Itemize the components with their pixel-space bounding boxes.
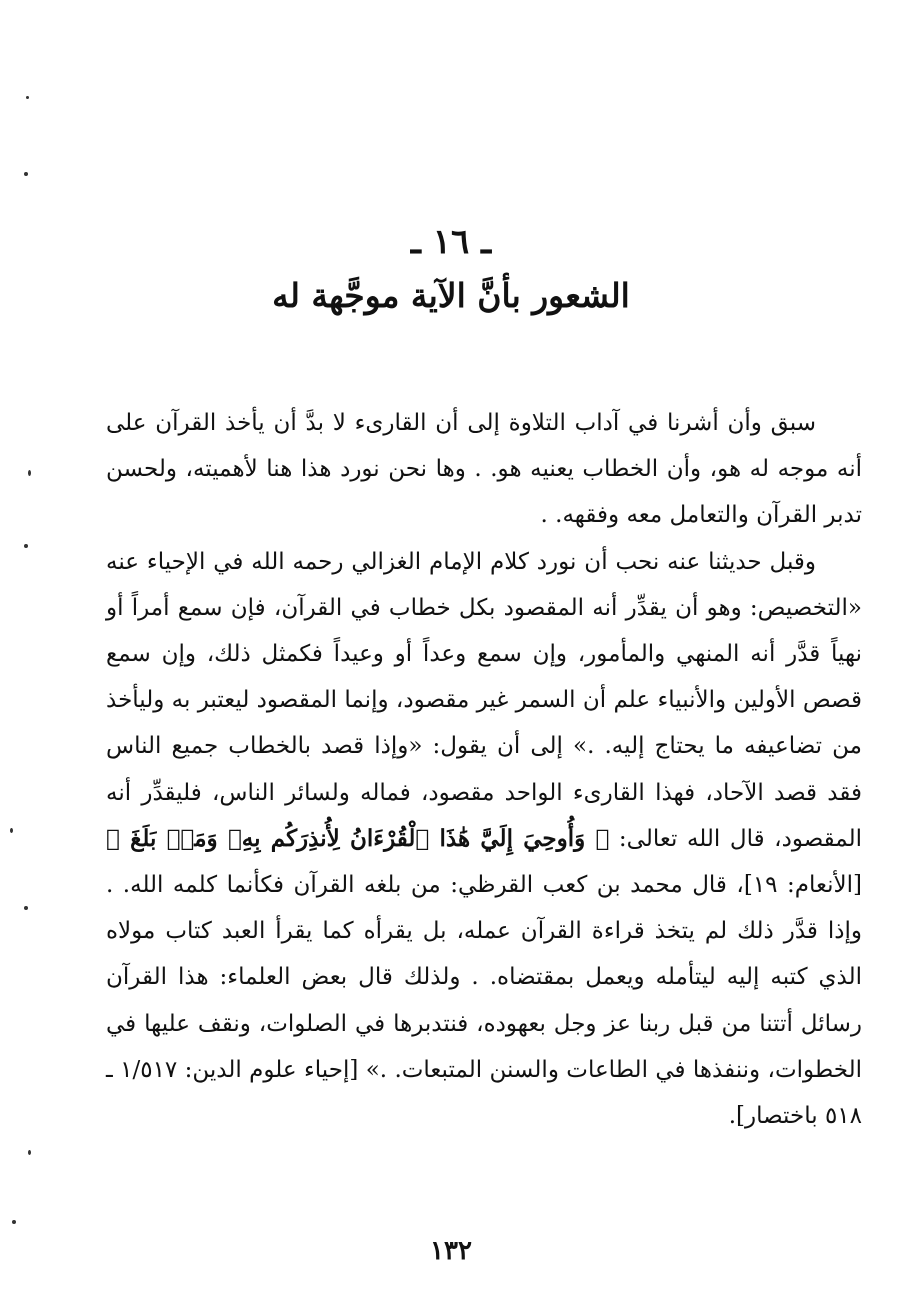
quran-verse: ﴿ وَأُوحِيَ إِلَيَّ هَٰذَا ٱلْقُرْءَانُ لِأُنذِرَكُم بِهِۦ وَمَنۢ بَلَغَ ﴾ bbox=[106, 824, 610, 852]
scan-speck bbox=[28, 470, 31, 476]
paragraph-intro: سبق وأن أشرنا في آداب التلاوة إلى أن القارىء لا بدَّ أن يأخذ القرآن على أنه موجه له هو، وأن الخطاب يعنيه هو. . وها نحن نورد هذا هنا لأهميته، ولحسن تدبر القرآن والتعامل معه وفقهه. . bbox=[106, 410, 862, 529]
scan-speck bbox=[24, 544, 28, 548]
scan-speck bbox=[28, 1150, 31, 1155]
paragraph-quote-start: وقبل حديثنا عنه نحب أن نورد كلام الإمام الغزالي رحمه الله في الإحياء عنه «التخصيص: وهو أن يقدِّر أنه المقصود بكل خطاب في القرآن، فإن سمع أمراً أو نهياً قدَّر أنه المنهي والمأمور، وإن سمع وعداً أو وعيداً فكمثل ذلك، وإن سمع قصص الأولين والأنبياء علم أن السمر غير مقصود، وإنما المقصود ليعتبر به وليأخذ من تضاعيفه ما يحتاج إليه. .» إلى أن يقول: «وإذا قصد بالخطاب جميع الناس فقد قصد الآحاد، فهذا القارىء الواحد مقصود، فماله ولسائر الناس، فليقدِّر أنه المقصود، قال الله تعالى: bbox=[106, 548, 862, 852]
chapter-title: الشعور بأنَّ الآية موجَّهة له bbox=[272, 276, 630, 315]
scan-speck bbox=[24, 906, 28, 910]
paragraph-quote bbox=[106, 539, 862, 1140]
body-text bbox=[106, 400, 862, 1139]
page-number: ١٣٢ bbox=[430, 1236, 472, 1266]
scan-speck bbox=[24, 172, 28, 176]
scan-speck bbox=[12, 1220, 16, 1224]
chapter-number: ـ ١٦ ـ bbox=[410, 222, 492, 262]
scan-speck bbox=[26, 96, 29, 99]
paragraph-quote-end: [الأنعام: ١٩]، قال محمد بن كعب القرظي: من بلغه القرآن فكأنما كلمه الله. . وإذا قدَّر ذلك لم يتخذ قراءة القرآن عمله، بل يقرأه كما يقرأ العبد كتاب مولاه الذي كتبه إليه ليتأمله ويعمل بمقتضاه. . ولذلك قال بعض العلماء: هذا القرآن رسائل أتتنا من قبل ربنا عز وجل بعهوده، فنتدبرها في الصلوات، ونقف عليها في الخطوات، وننفذها في الطاعات والسنن المتبعات. .» [إحياء علوم الدين: ١/٥١٧ ـ ٥١٨ باختصار]. bbox=[106, 872, 862, 1130]
scan-speck bbox=[10, 828, 13, 833]
